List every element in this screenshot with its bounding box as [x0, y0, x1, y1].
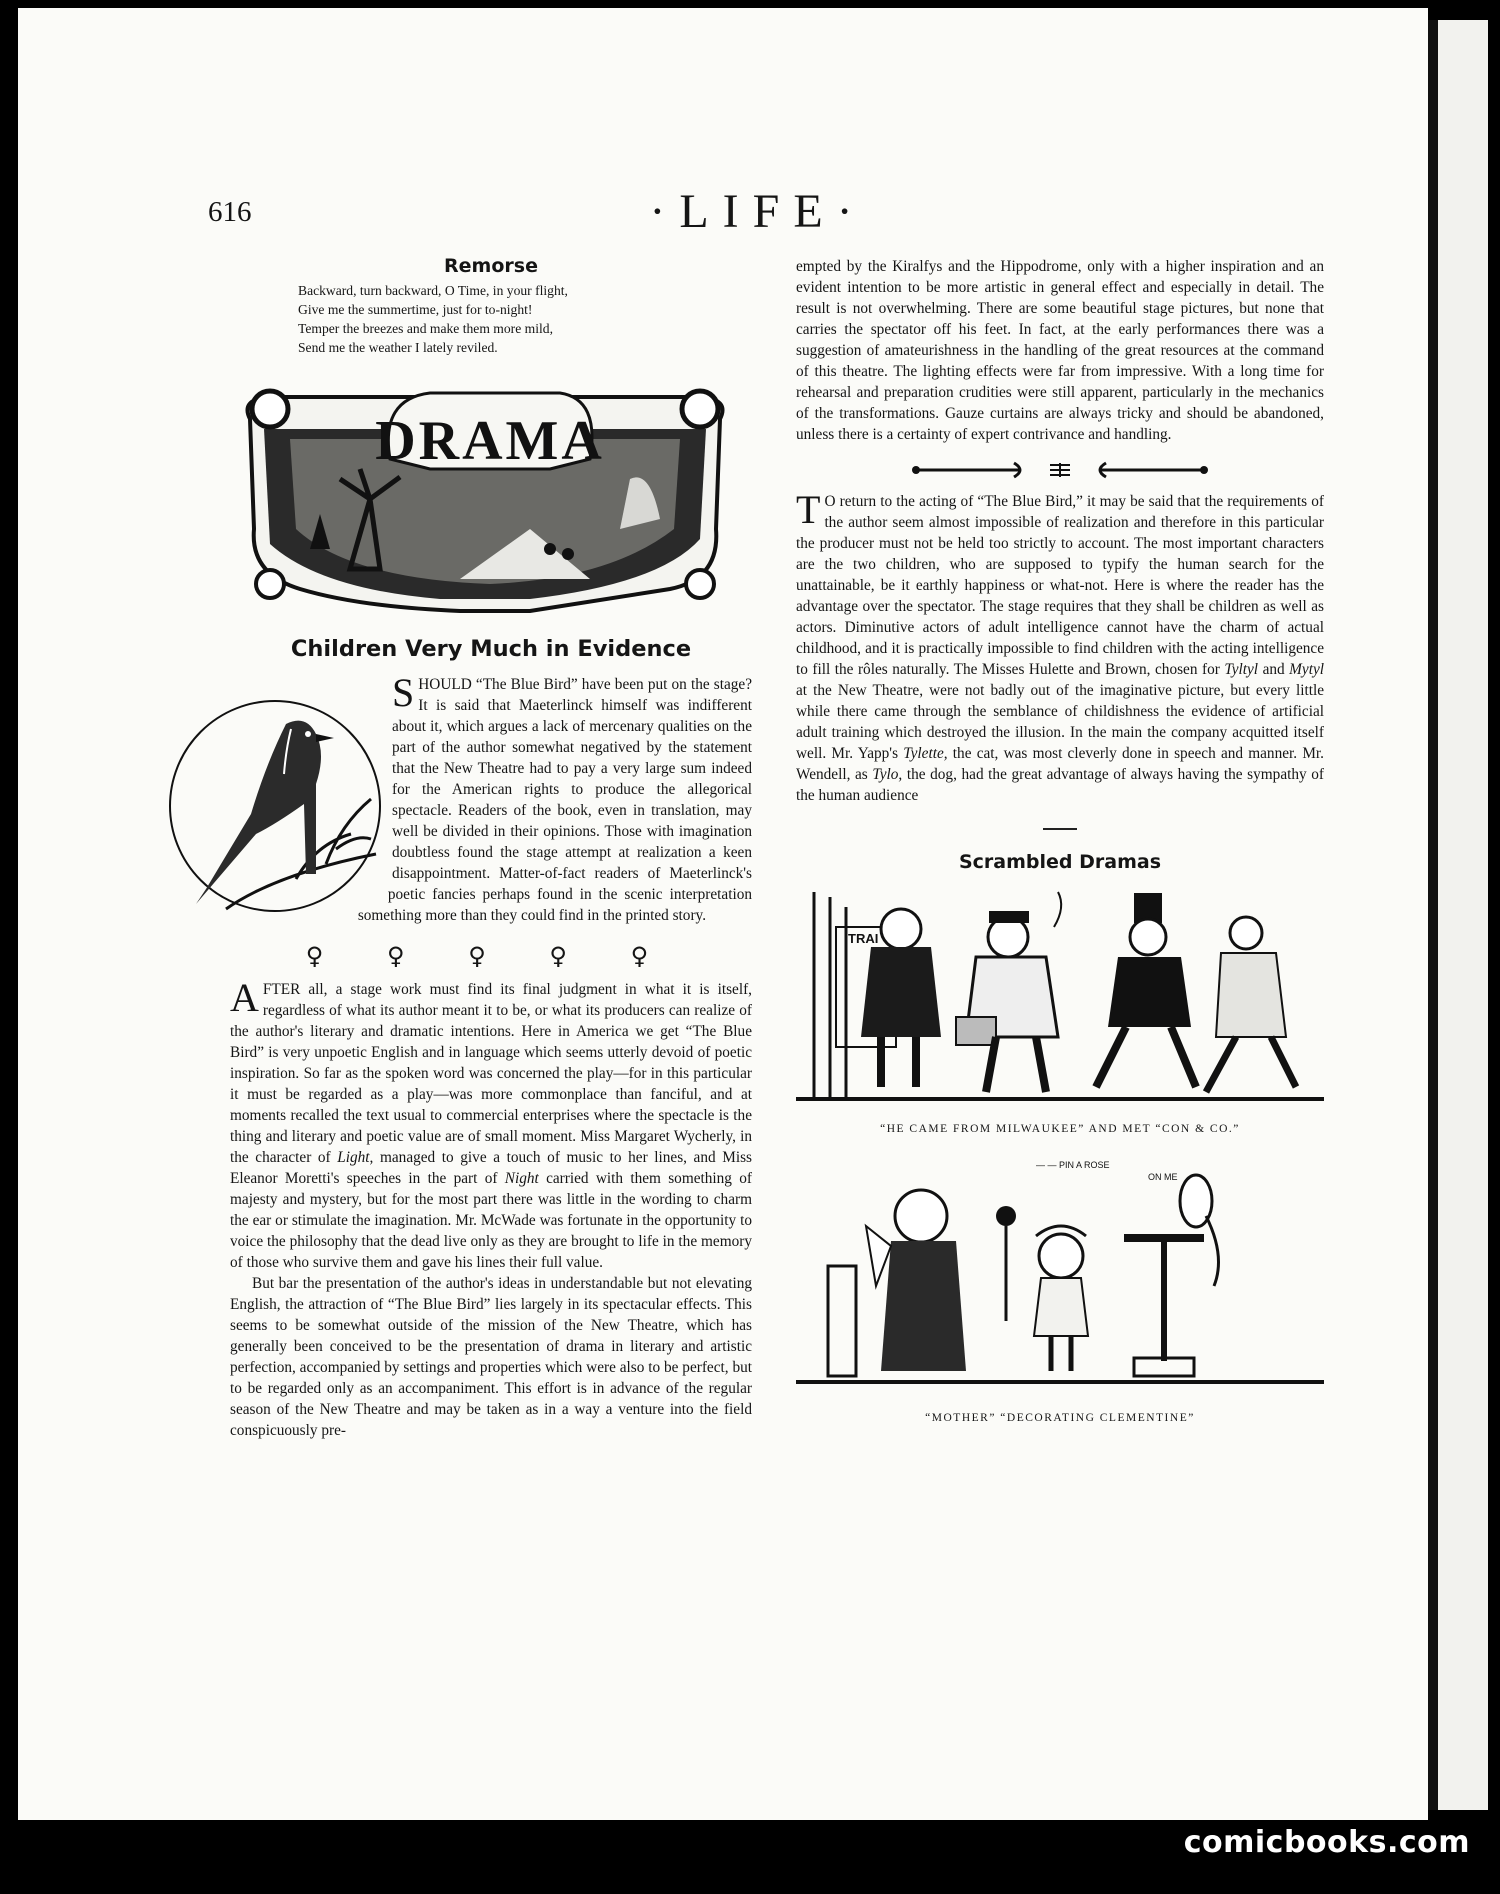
italic-role: Tyltyl — [1224, 661, 1259, 678]
train-sign: TRAI — [848, 931, 879, 946]
drama-banner-label: DRAMA — [375, 410, 605, 472]
paragraph-text: O return to the acting of “The Blue Bird,” it may be said that the requirements of the author seem almost impossible of realization and therefore in this particular the producer must not be held too strictly to account. The most important characters are the two children, who are supposed to typify the human search for the unattainable, be it earthly happiness or what-not. Here is where the reader has the advantage over the spectator. The stage requires that they shall be children as well as actors. Diminutive actors of adult intelligence cannot have the charm of actual childhood, and it is practically impossible to find children with the acting intelligence to fill the rôles naturally. The Misses Hulette and Brown, chosen for — [796, 493, 1324, 678]
scroll-divider — [910, 459, 1210, 481]
speech-text-2: ON ME — [1148, 1172, 1178, 1182]
cartoon-caption-1: “HE CAME FROM MILWAUKEE” AND MET “CON & CO.” — [880, 1123, 1240, 1135]
paragraph-text: the cat, was most cleverly done in speech and manner. Mr. Wendell, as — [796, 745, 1324, 783]
watermark: comicbooks.com — [1183, 1825, 1470, 1860]
article-paragraph — [230, 975, 752, 1273]
poem-line: Send me the weather I lately reviled. — [298, 340, 498, 355]
cartoon-milwaukee — [796, 887, 1324, 1107]
poem-line: Temper the breezes and make them more mild, — [298, 321, 553, 336]
section-rule — [1043, 828, 1077, 830]
paragraph-text: and — [1258, 661, 1290, 678]
right-column — [796, 256, 1324, 1435]
poem-body — [298, 281, 752, 357]
cartoon-caption-2: “MOTHER” “DECORATING CLEMENTINE” — [925, 1412, 1195, 1424]
drop-cap: A — [230, 975, 259, 1020]
poem-line: Give me the summertime, just for to-night! — [298, 302, 533, 317]
drop-cap: S — [392, 670, 415, 715]
ornament-divider: ♀ ♀ ♀ ♀ ♀ — [305, 942, 677, 970]
italic-role: Light, — [337, 1149, 374, 1166]
italic-role: Tylette, — [903, 745, 948, 762]
magazine-page — [18, 8, 1428, 1820]
paragraph-text: FTER all, a stage work must find its final judgment in what it is itself, regardless of what its author meant it to be, or what its producers can realize of the author's literary and dramatic intentions. Here in America we get “The Blue Bird” is very unpoetic English and in language which seems utterly devoid of poetic inspiration. So far as the spoken word was concerned the play—for in this particular it must be regarded as a play—was more commonplace than fanciful, and at moments recalled the text usual to commercial enterprises where the spectacle is the thing and literary and poetic value are of small moment. Miss Margaret Wycherly, in the character of — [230, 981, 752, 1166]
paragraph-1-block — [230, 670, 752, 938]
paragraph-text: the dog, had the great advantage of always having the sympathy of the human audience — [796, 766, 1324, 804]
paragraph-text: carried with them something of majesty and mystery, but for the most part there was little in the wording to charm the ear or stimulate the imagination. Mr. McWade was fortunate in the opportunity to voice the philosophy that the dead live only as they are brought to life in the memory of those who survive them and gave his lines their full value. — [230, 1170, 752, 1271]
italic-role: Night — [504, 1170, 539, 1187]
drama-banner-illustration — [230, 379, 740, 619]
speech-text: — — PIN A ROSE — [1036, 1160, 1110, 1170]
cartoon-decorating-clementine — [796, 1146, 1324, 1396]
article-paragraph: But bar the presentation of the author's ideas in understandable but not elevating English, the attraction of “The Blue Bird” lies largely in its spectacular effects. This seems to be somewhat outside of the mission of the New Theatre, which has generally been conceived to be the presentation of drama in literary and artistic perfection, accompanied by settings and properties which were also to be perfect, but to be regarded only as an accompaniment. This effort is in advance of the regular season of the New Theatre and may be taken as in a way a venture into the field conspicuously pre- — [230, 1275, 752, 1439]
poem-line: Backward, turn backward, O Time, in your flight, — [298, 283, 568, 298]
left-column — [230, 256, 752, 1441]
article-paragraph — [796, 487, 1324, 806]
page-number: 616 — [208, 196, 252, 228]
italic-role: Mytyl — [1289, 661, 1324, 678]
facing-page-edge — [1438, 20, 1488, 1810]
cartoons-title: Scrambled Dramas — [958, 851, 1162, 873]
masthead-life: ·LIFE· — [649, 185, 867, 238]
paragraph-text: HOULD “The Blue Bird” have been put on the stage? It is said that Maeterlinck himself was indifferent about it, which argues a lack of mercenary qualities on the part of the author somewhat negatived by the statement that the New Theatre had to pay a very large sum indeed for the American rights to produce the allegorical spectacle. Readers of the book, even in translation, may well be divided in their opinions. Those with imagination doubtless found the stage attempt at realization a keen disappointment. Matter-of-fact readers of Maeterlinck's poetic fancies perhaps found in the scenic interpretation something more than they could find in the printed story. — [357, 676, 752, 924]
page-gutter — [1428, 20, 1438, 1810]
paragraph-text: managed to give a touch of music to her lines, and Miss Eleanor Moretti's speeches in the part of — [230, 1149, 752, 1187]
article-heading: Children Very Much in Evidence — [290, 636, 692, 662]
italic-role: Tylo, — [872, 766, 903, 783]
paragraph-text: at the New Theatre, were not badly out of the imaginative picture, but every little while there came through the semblance of childishness the evidence of artificial adult training which destroyed the illusion. In the main the company acquitted itself well. Mr. Yapp's — [796, 682, 1324, 762]
poem-title: Remorse — [444, 255, 538, 277]
article-paragraph: empted by the Kiralfys and the Hippodrome, only with a higher inspiration and an evident intention to be more artistic in general effect and especially in detail. The result is not overwhelming. There are some beautiful stage pictures, but none that carries the spectator off his feet. In fact, at the early performances there was a suggestion of amateurishness in the handling of the great resources at the command of this theatre. The lighting effects were far from impressive. With a long time for rehearsal and preparation crudities were still apparent, particularly in the mechanics of the transformations. Gauze curtains are always tricky and should be abandoned, unless there is a certainty of expert contrivance and handling. — [796, 258, 1324, 443]
drop-cap: T — [796, 487, 821, 532]
bluebird-illustration — [166, 674, 384, 938]
